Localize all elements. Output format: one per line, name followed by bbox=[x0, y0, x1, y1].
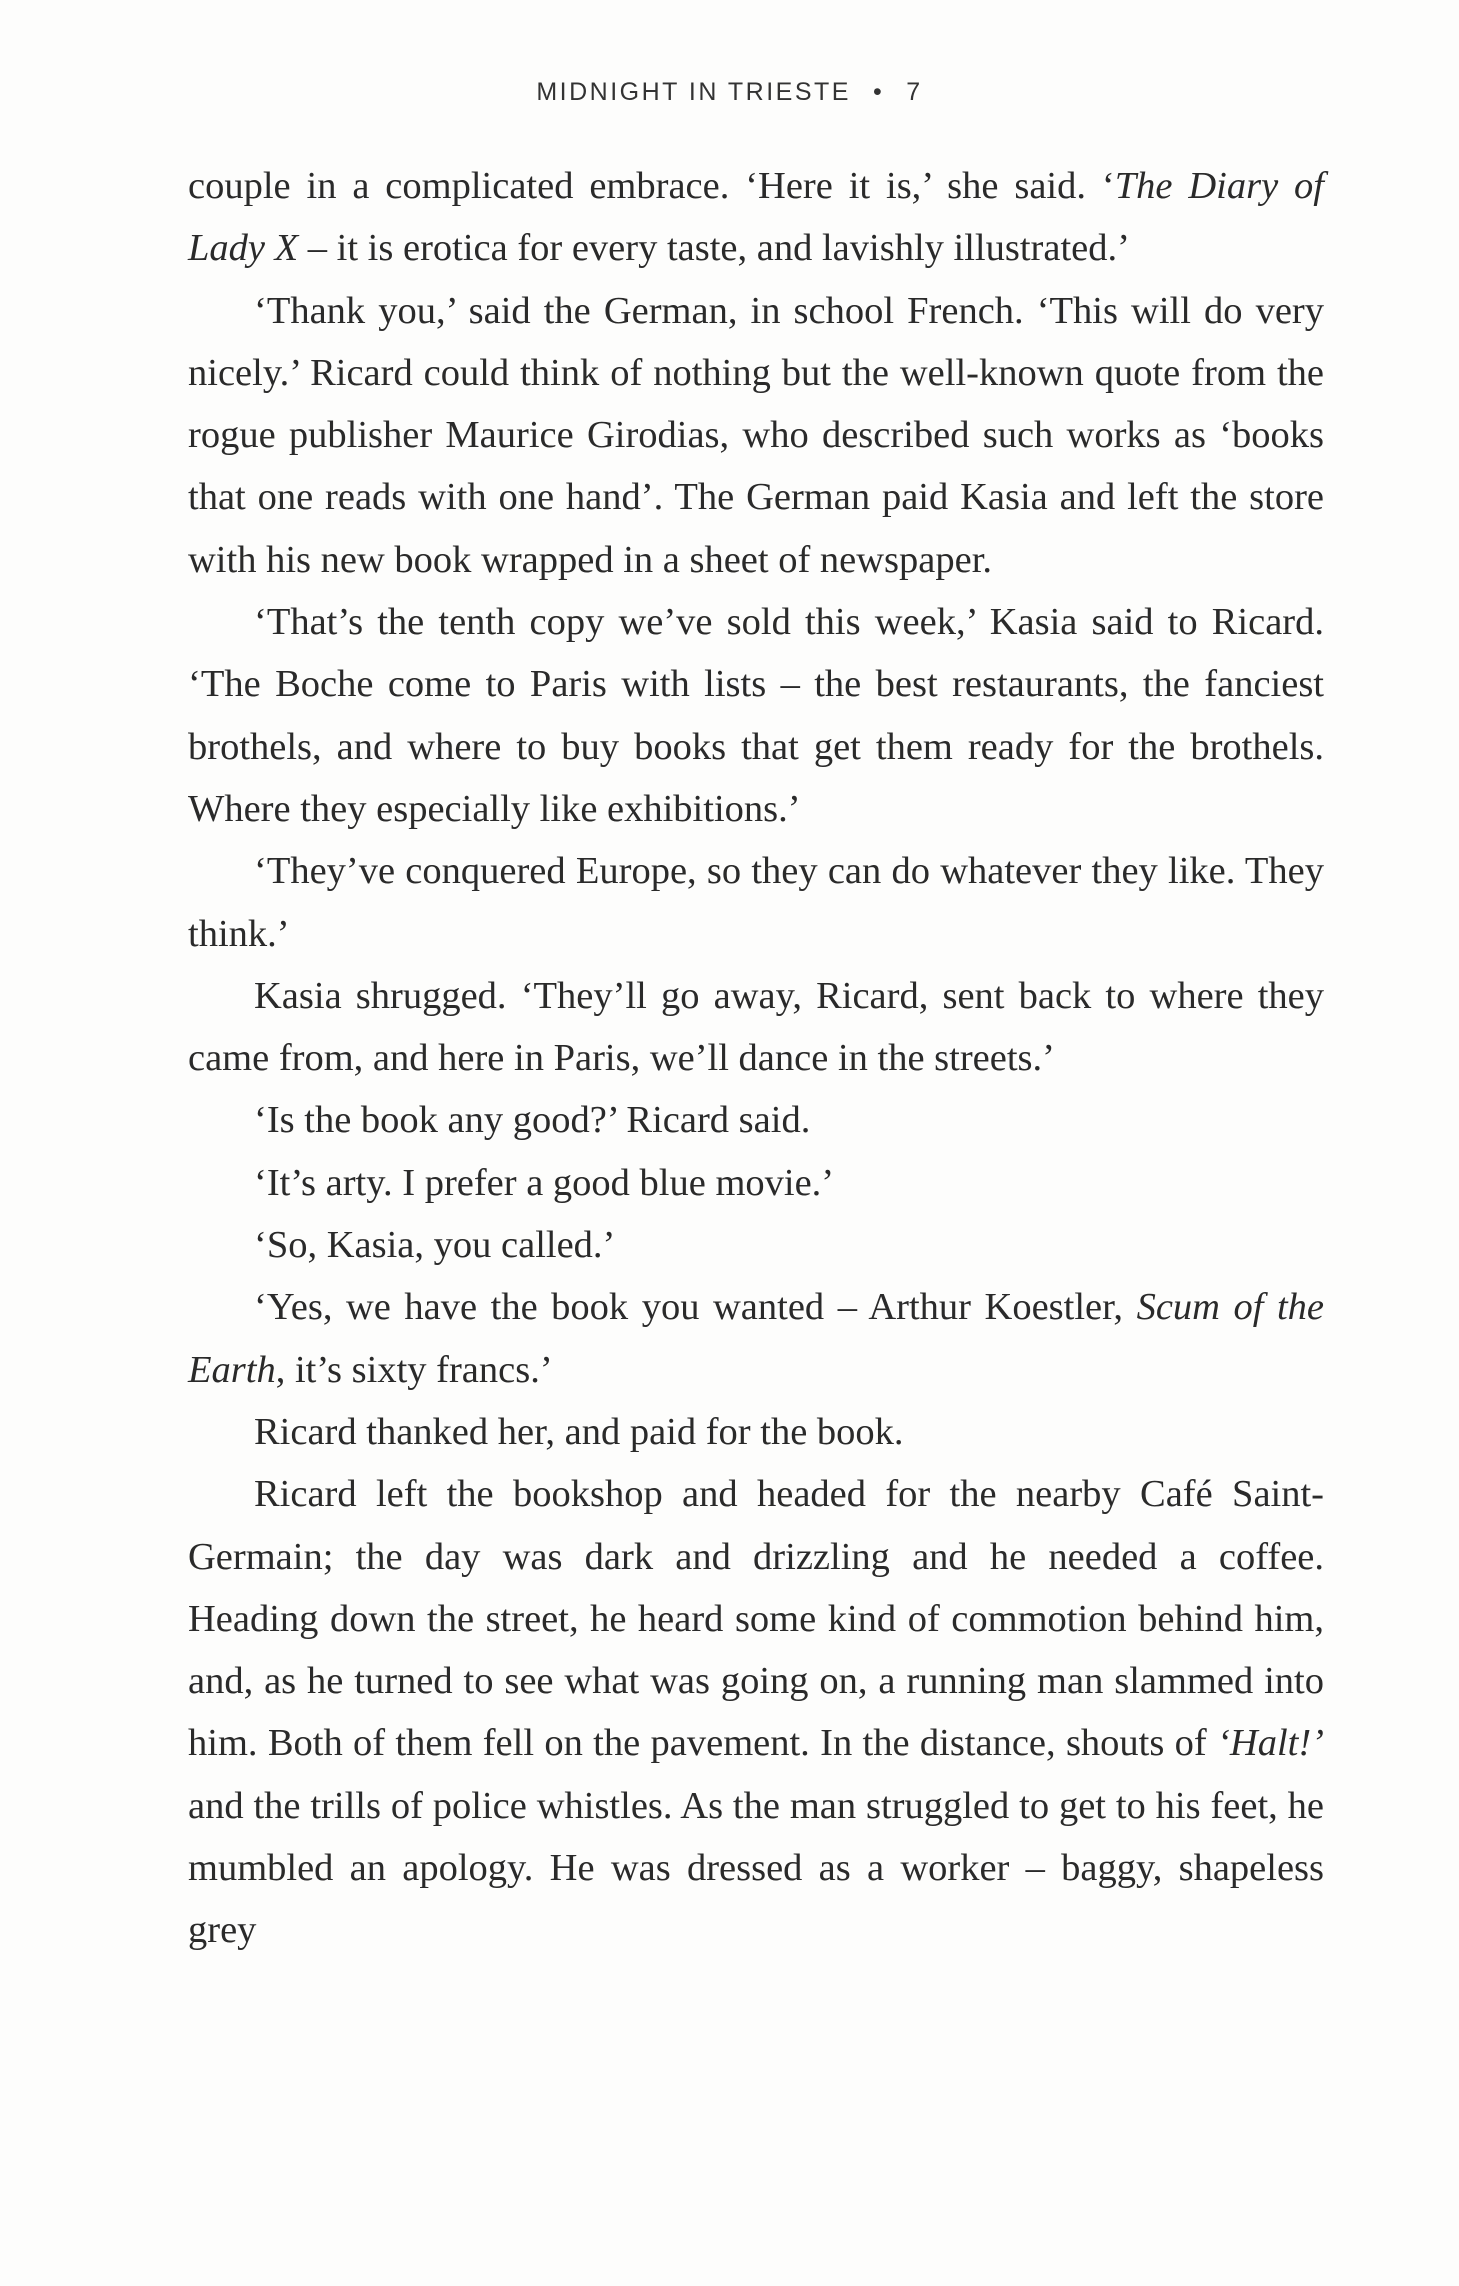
text-run: ‘Thank you,’ said the German, in school French. ‘This will do very nicely.’ Ricard could think of nothing but the well-known quote from the rogue publisher Maurice Girodias, who described such works as ‘books that one reads with one hand’. The German paid Kasia and left the store with his new book wrapped in a sheet of newspaper. bbox=[188, 289, 1324, 581]
text-run: ‘So, Kasia, you called.’ bbox=[254, 1224, 616, 1267]
italic-text: Scum of the Earth bbox=[188, 1286, 1324, 1391]
paragraph bbox=[188, 840, 1324, 965]
paragraph bbox=[188, 1276, 1324, 1401]
page-number: 7 bbox=[906, 78, 923, 106]
text-run: Ricard thanked her, and paid for the book. bbox=[254, 1410, 904, 1453]
running-header bbox=[0, 78, 1459, 107]
text-run: and the trills of police whistles. As the man struggled to get to his feet, he mumbled an apology. He was dressed as a worker – baggy, shapeless grey bbox=[188, 1784, 1324, 1952]
text-run: ‘Yes, we have the book you wanted – Arthur Koestler, bbox=[254, 1286, 1137, 1329]
text-run: , it’s sixty francs.’ bbox=[275, 1348, 553, 1391]
text-run: – it is erotica for every taste, and lavishly illustrated.’ bbox=[298, 227, 1130, 270]
book-title: MIDNIGHT IN TRIESTE bbox=[536, 78, 851, 106]
paragraph bbox=[188, 965, 1324, 1090]
paragraph bbox=[188, 1214, 1324, 1276]
paragraph bbox=[188, 1152, 1324, 1214]
text-run: ‘Is the book any good?’ Ricard said. bbox=[254, 1099, 811, 1142]
paragraph bbox=[188, 155, 1324, 280]
italic-text: ‘Halt!’ bbox=[1217, 1722, 1324, 1765]
text-run: ‘It’s arty. I prefer a good blue movie.’ bbox=[254, 1161, 835, 1204]
text-run: Ricard left the bookshop and headed for the nearby Café Saint-Germain; the day was dark and drizzling and he needed a coffee. Heading down the street, he heard some kind of commotion behind him, and, as he turned to see what was going on, a running man slammed into him. Both of them fell on the pavement. In the distance, shouts of bbox=[188, 1473, 1324, 1765]
paragraph bbox=[188, 280, 1324, 591]
italic-text: The Diary of Lady X bbox=[188, 165, 1324, 270]
paragraph bbox=[188, 1401, 1324, 1463]
text-run: ‘That’s the tenth copy we’ve sold this week,’ Kasia said to Ricard. ‘The Boche come to Paris with lists – the best restaurants, the fanciest brothels, and where to buy books that get them ready for the brothels. Where they especially like exhibitions.’ bbox=[188, 601, 1324, 830]
header-separator: • bbox=[872, 78, 885, 106]
text-run: couple in a complicated embrace. ‘Here it is,’ she said. ‘ bbox=[188, 165, 1115, 207]
paragraph bbox=[188, 1463, 1324, 1961]
body-text bbox=[188, 155, 1324, 1962]
paragraph bbox=[188, 1089, 1324, 1151]
text-run: Kasia shrugged. ‘They’ll go away, Ricard, sent back to where they came from, and here in Paris, we’ll dance in the streets.’ bbox=[188, 974, 1324, 1080]
paragraph bbox=[188, 591, 1324, 840]
text-run: ‘They’ve conquered Europe, so they can do whatever they like. They think.’ bbox=[188, 850, 1324, 955]
